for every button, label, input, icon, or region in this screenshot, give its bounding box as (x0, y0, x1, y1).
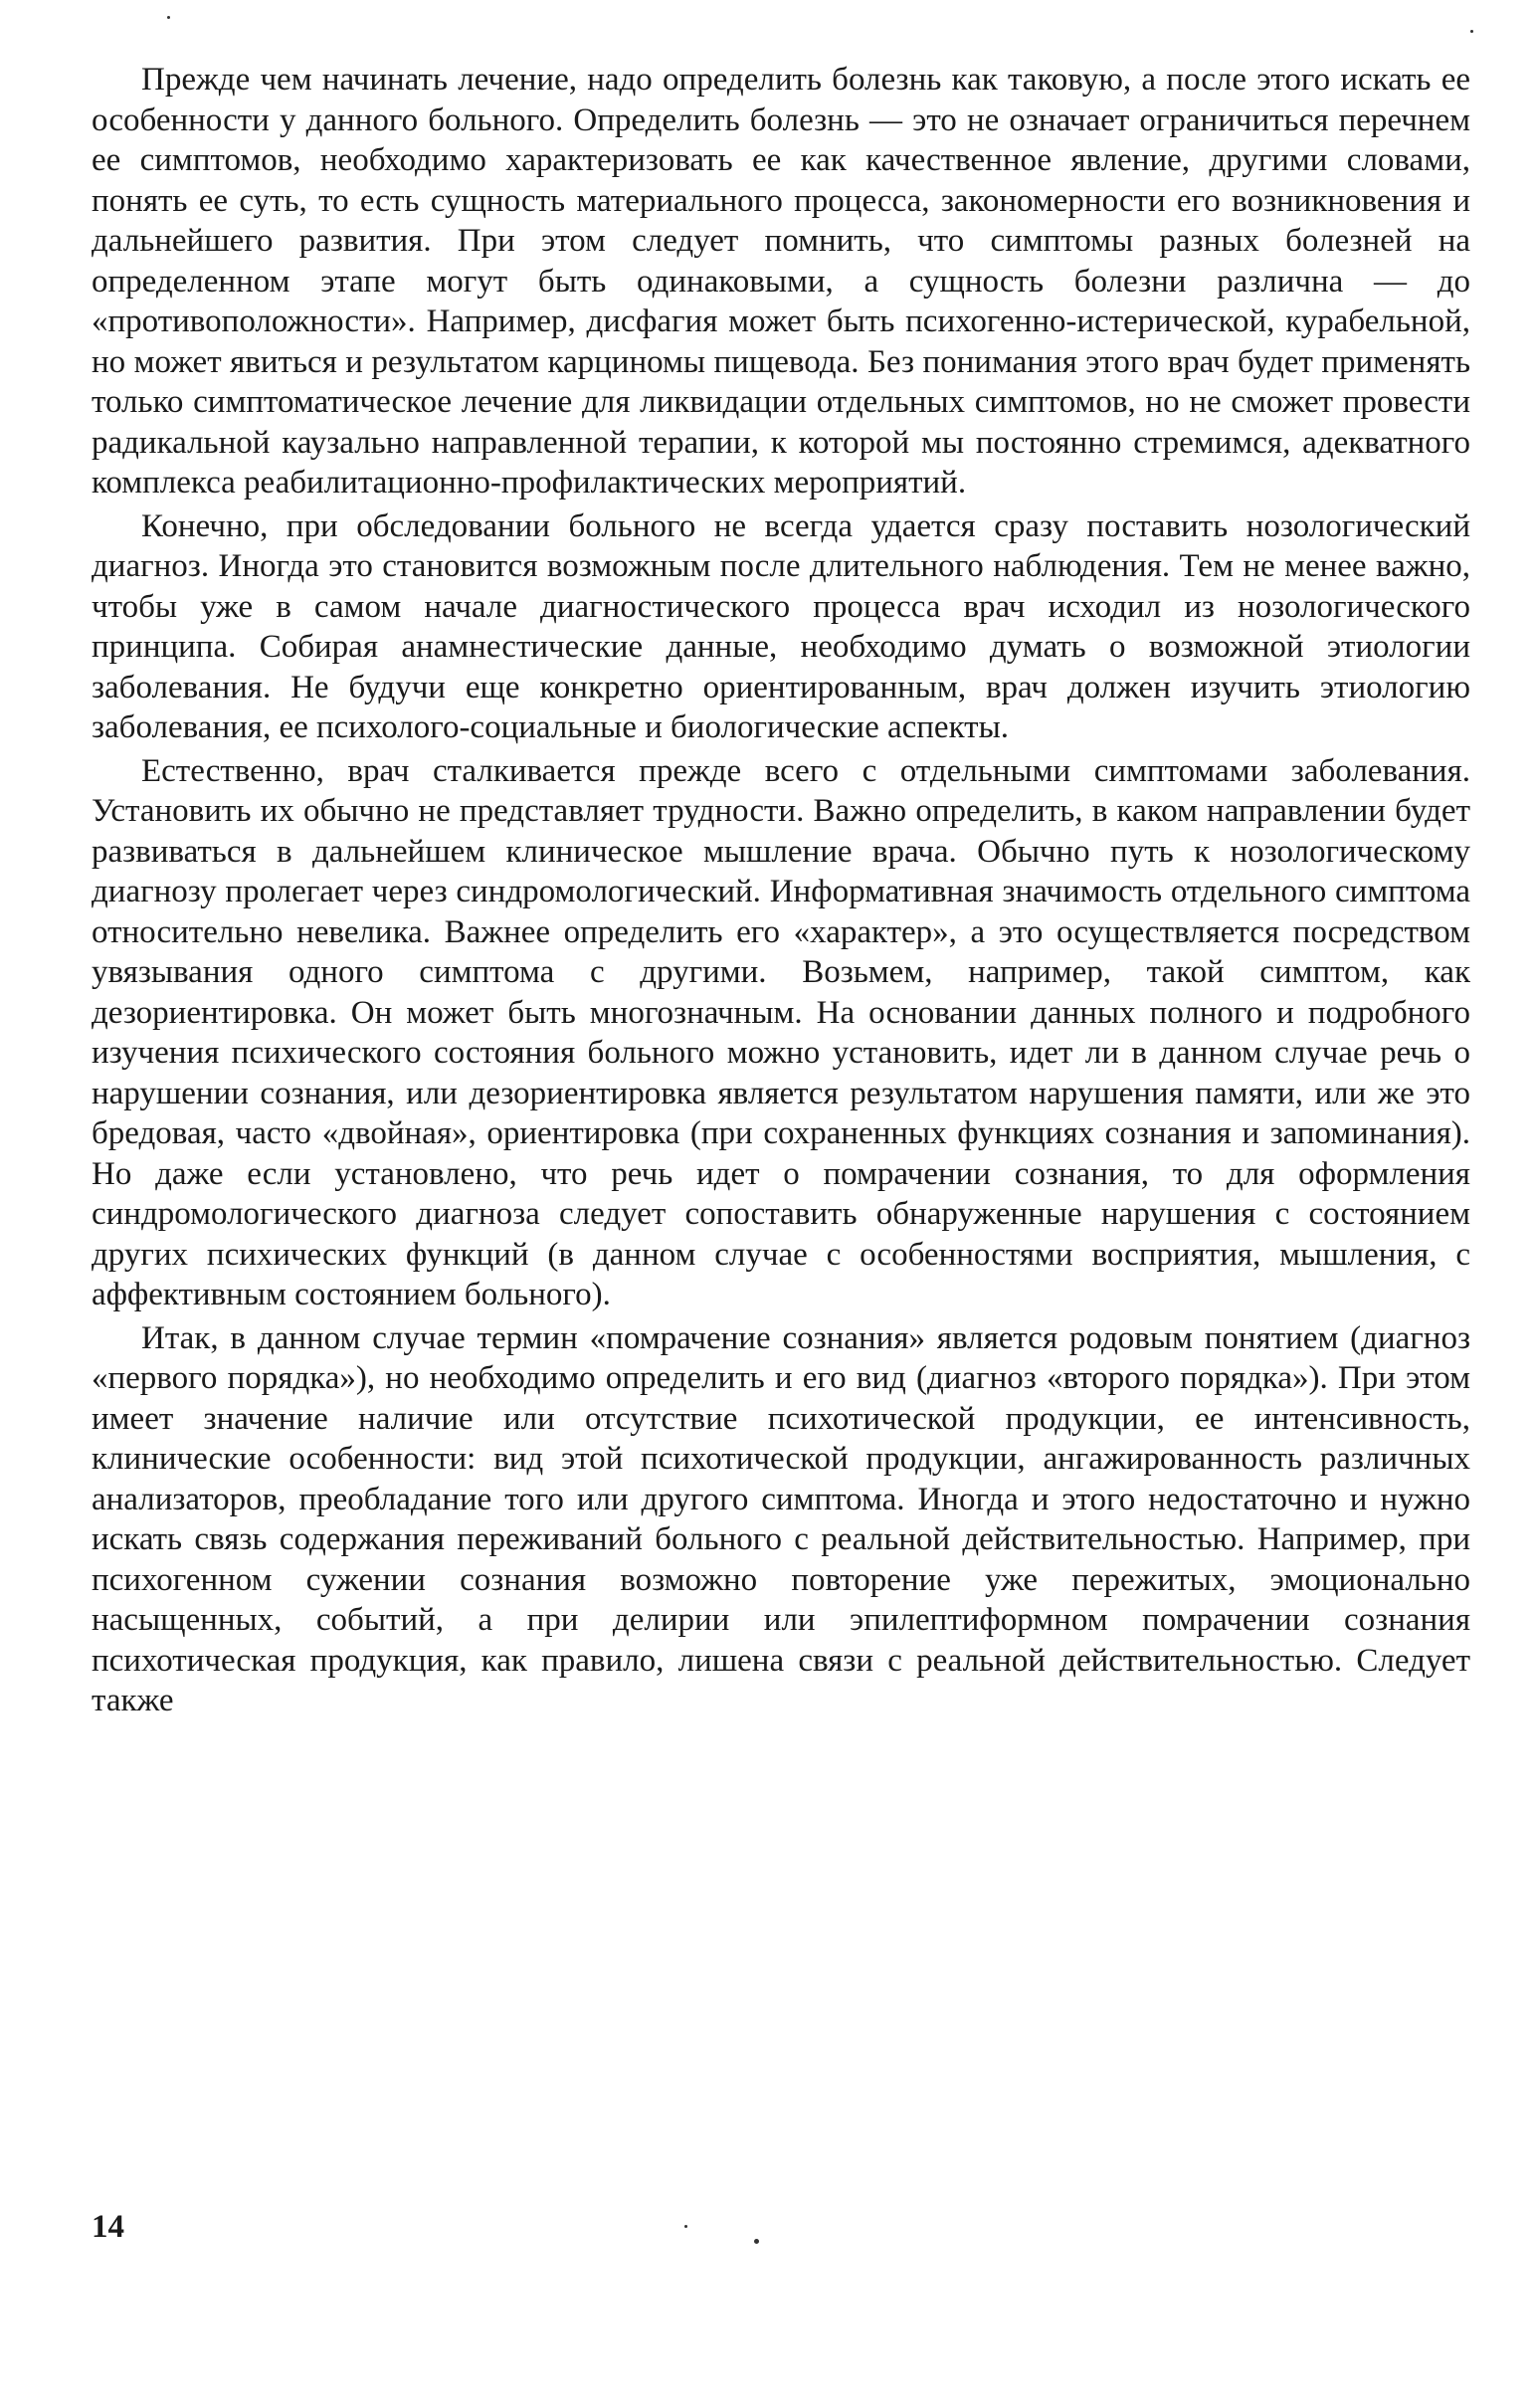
scan-speck (684, 2225, 687, 2228)
paragraph-4: Итак, в данном случае термин «помрачение сознания» является родовым понятием (диагноз «первого порядка»), но необходимо определить и его вид (диагноз «второго порядка»). При этом имеет значение наличие или отсутствие психотической продукции, ее интенсивность, клинические особенности: вид этой психотической продукции, ангажированность различных анализаторов, преобладание того или другого симптома. Иногда и этого недостаточно и нужно искать связь содержания переживаний больного с реальной действительностью. Например, при психогенном сужении сознания возможно повторение уже пережитых, эмоционально насыщенных, событий, а при делирии или эпилептиформном помрачении сознания психотическая продукция, как правило, лишена связи с реальной действительностью. Следует также (92, 1319, 1470, 1718)
scan-speck (167, 16, 170, 19)
scan-speck (754, 2239, 759, 2244)
paragraph-2: Конечно, при обследовании больного не всегда удается сразу поставить нозологический диагноз. Иногда это становится возможным после длительного наблюдения. Тем не менее важно, чтобы уже в самом начале диагностического процесса врач исходил из нозологического принципа. Собирая анамнестические данные, необходимо думать о возможной этиологии заболевания. Не будучи еще конкретно ориентированным, врач должен изучить этиологию заболевания, ее психолого-социальные и биологические аспекты. (92, 507, 1470, 745)
paragraph-1: Прежде чем начинать лечение, надо определить болезнь как таковую, а после этого искать ее особенности у данного больного. Определить болезнь — это не означает ограничиться перечнем ее симптомов, необходимо характеризовать ее как качественное явление, другими словами, понять ее суть, то есть сущность материального процесса, закономерности его возникновения и дальнейшего развития. При этом следует помнить, что симптомы разных болезней на определенном этапе могут быть одинаковыми, а сущность болезни различна — до «противоположности». Например, дисфагия может быть психогенно-истерической, курабельной, но может явиться и результатом карциномы пищевода. Без понимания этого врач будет применять только симптоматическое лечение для ликвидации отдельных симптомов, но не сможет провести радикальной каузально направленной терапии, к которой мы постоянно стремимся, адекватного комплекса реабилитационно-профилактических мероприятий. (92, 62, 1470, 501)
page-number: 14 (92, 2209, 124, 2245)
scan-speck (1470, 30, 1473, 33)
paragraph-3: Естественно, врач сталкивается прежде всего с отдельными симптомами заболевания. Установить их обычно не представляет трудности. Важно определить, в каком направлении будет развиваться в дальнейшем клиническое мышление врача. Обычно путь к нозологическому диагнозу пролегает через синдромологический. Информативная значимость отдельного симптома относительно невелика. Важнее определить его «характер», а это осуществляется посредством увязывания одного симптома с другими. Возьмем, например, такой симптом, как дезориентировка. Он может быть многозначным. На основании данных полного и подробного изучения психического состояния больного можно установить, идет ли в данном случае речь о нарушении сознания, или дезориентировка является результатом нарушения памяти, или же это бредовая, часто «двойная», ориентировка (при сохраненных функциях сознания и запоминания). Но даже если установлено, что речь идет о помрачении сознания, то для оформления синдромологического диагноза следует сопоставить обнаруженные нарушения с состоянием других психических функций (в данном случае с особенностями восприятия, мышления, с аффективным состоянием больного). (92, 752, 1470, 1312)
body-text (92, 60, 1470, 1721)
